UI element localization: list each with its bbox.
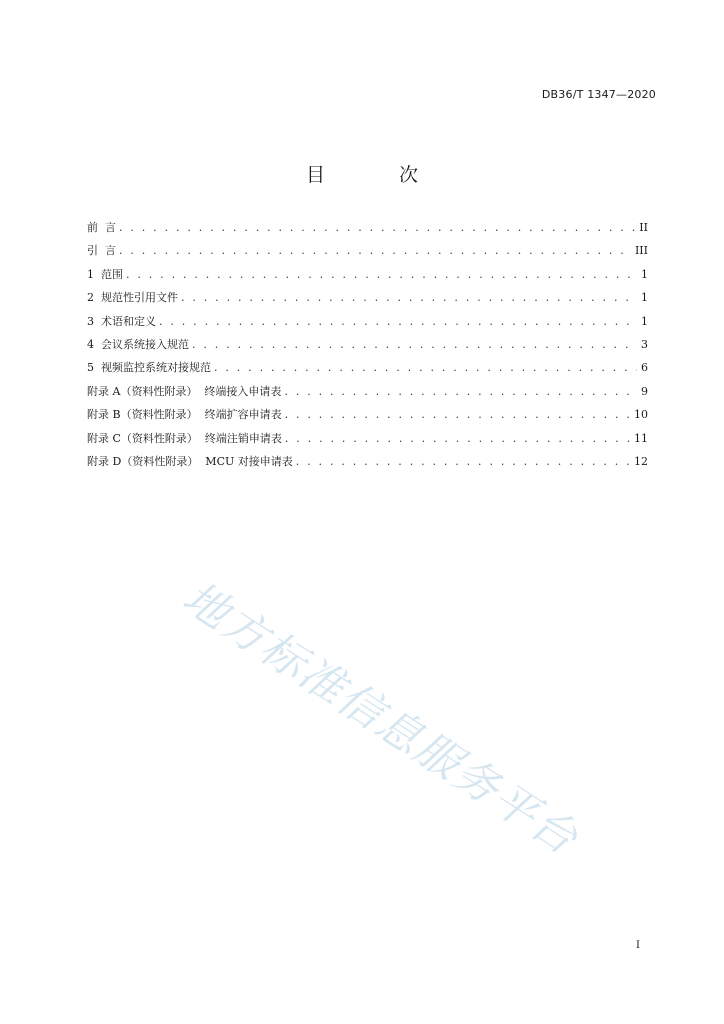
toc-title: 目 次	[305, 164, 453, 186]
document-code: DB36/T 1347—2020	[541, 88, 656, 101]
toc-leader-dots	[126, 266, 637, 284]
toc-entry[interactable]	[87, 219, 648, 242]
toc-leader-dots	[159, 313, 637, 331]
toc-entry[interactable]	[87, 313, 648, 336]
page-number: I	[636, 940, 640, 951]
toc-entry-page: 6	[641, 361, 648, 375]
toc-leader-dots	[284, 383, 637, 401]
toc-entry[interactable]	[87, 266, 648, 289]
toc-entry-label: 4 会议系统接入规范	[87, 337, 189, 351]
toc-entry[interactable]	[87, 383, 648, 406]
toc-entry-page: 12	[634, 454, 648, 468]
toc-leader-dots	[181, 289, 637, 307]
toc-entry-label: 附录 C（资料性附录） 终端注销申请表	[87, 431, 282, 445]
toc-entry-label: 前 言	[87, 221, 116, 234]
toc-entry-page: 1	[641, 314, 648, 328]
toc-entry-page: 10	[634, 408, 648, 422]
watermark-text: 地方标准信息服务平台	[173, 572, 588, 866]
toc-entry[interactable]	[87, 359, 648, 382]
toc-entry-label: 5 视频监控系统对接规范	[87, 361, 211, 375]
toc-entry[interactable]	[87, 430, 648, 453]
toc-entry[interactable]	[87, 406, 648, 429]
toc-entry-page: 1	[641, 267, 648, 281]
toc-entry-label: 1 范围	[87, 267, 123, 281]
toc-entry[interactable]	[87, 242, 648, 265]
toc-entry-page: II	[639, 221, 648, 234]
toc-entry-page: 3	[641, 337, 648, 351]
toc-leader-dots	[119, 219, 635, 237]
toc-entry-label: 附录 A（资料性附录） 终端接入申请表	[87, 384, 282, 398]
toc-entry-page: 11	[634, 431, 648, 445]
toc-leader-dots	[119, 242, 631, 260]
toc-leader-dots	[285, 406, 630, 424]
toc-entry-page: 1	[641, 291, 648, 305]
toc-entry[interactable]	[87, 453, 648, 476]
toc-entry[interactable]	[87, 289, 648, 312]
toc-entry-page: 9	[641, 384, 648, 398]
toc-entry[interactable]	[87, 336, 648, 359]
toc-leader-dots	[296, 453, 630, 471]
toc-leader-dots	[285, 430, 630, 448]
toc-leader-dots	[192, 336, 637, 354]
toc-entry-label: 附录 B（资料性附录） 终端扩容申请表	[87, 408, 282, 422]
toc-entry-label: 3 术语和定义	[87, 314, 156, 328]
toc-entry-label: 附录 D（资料性附录） MCU 对接申请表	[87, 454, 293, 468]
toc-entry-label: 引 言	[87, 244, 116, 258]
toc-entry-page: III	[634, 244, 648, 258]
toc-entry-label: 2 规范性引用文件	[87, 291, 178, 305]
table-of-contents	[87, 219, 648, 476]
toc-leader-dots	[214, 359, 637, 377]
